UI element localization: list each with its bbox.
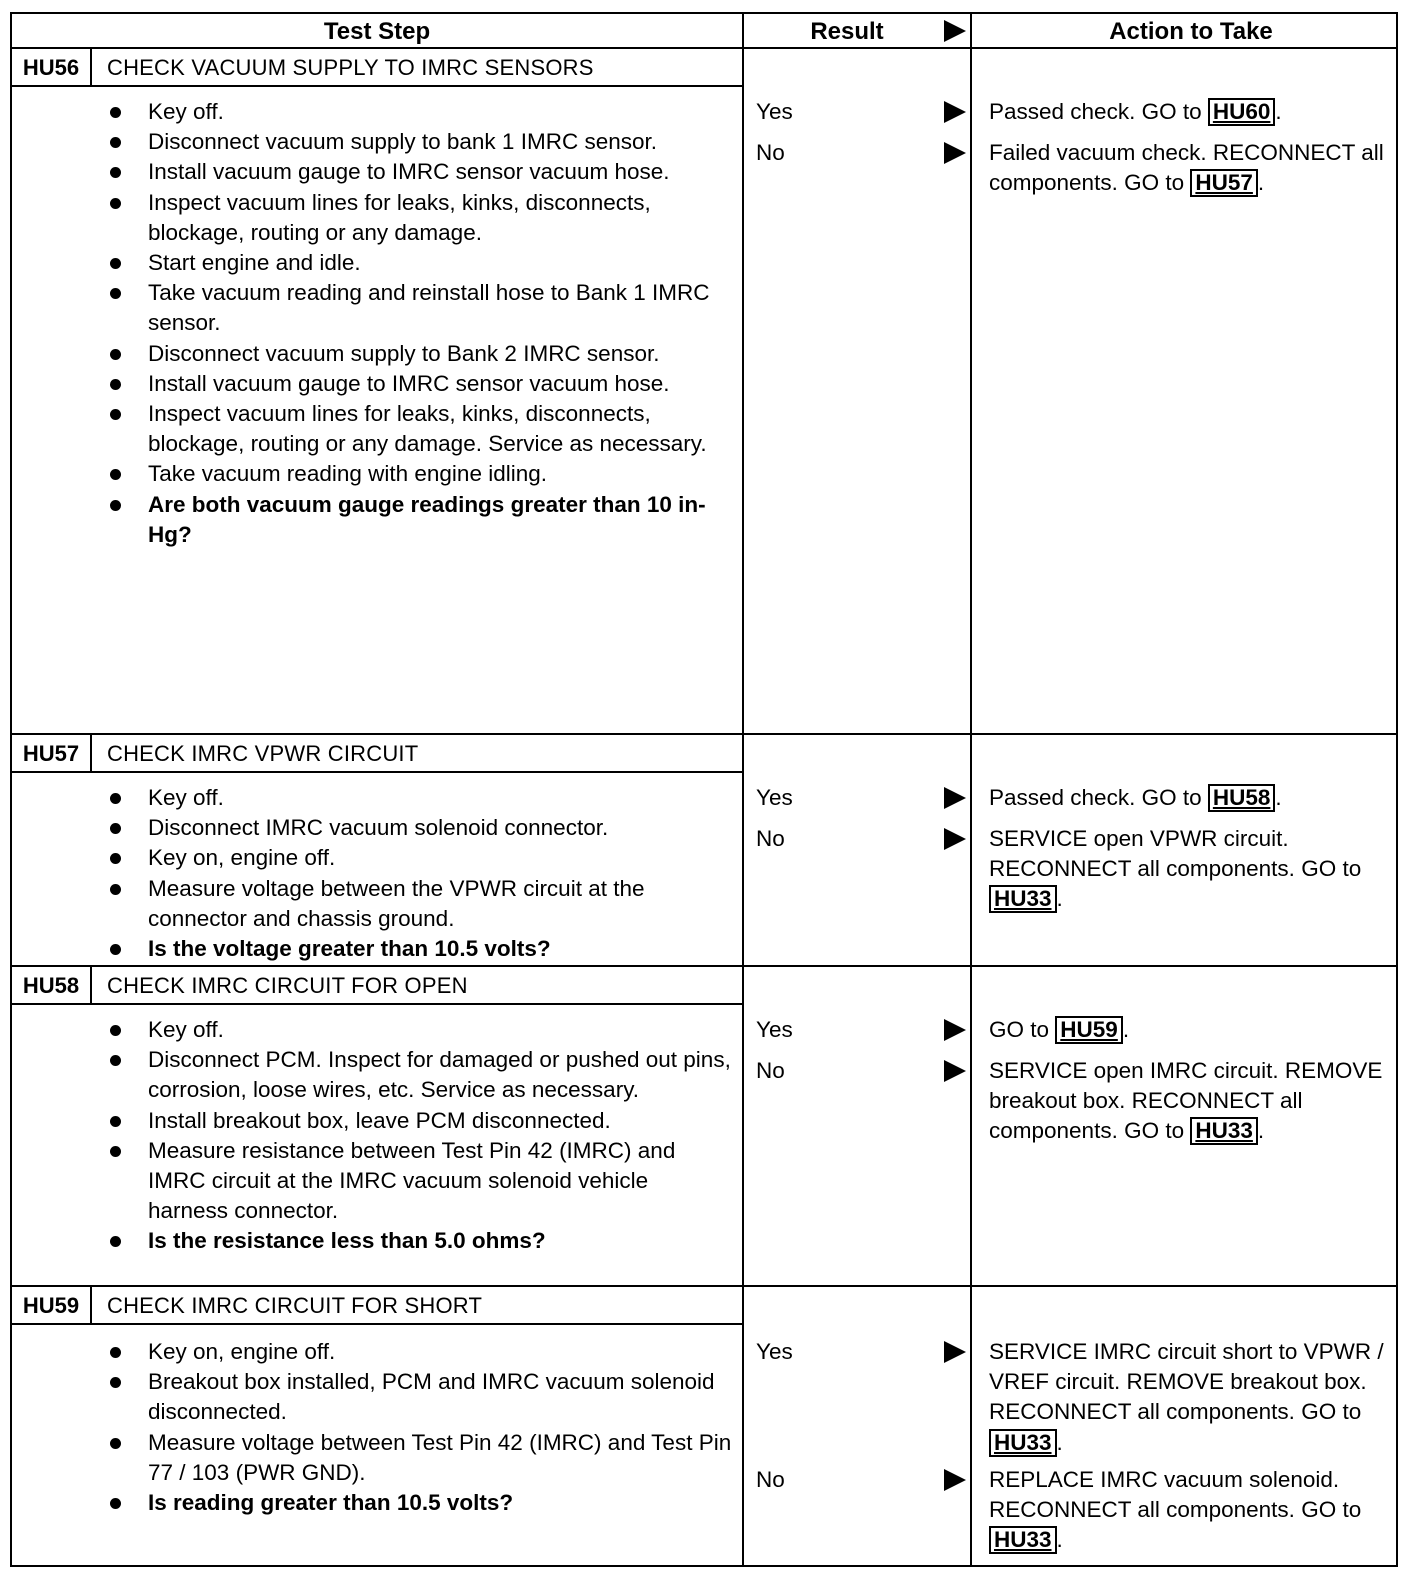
list-item: Inspect vacuum lines for leaks, kinks, disconnects, blockage, routing or any damage. [104, 188, 734, 248]
column-divider [742, 1287, 744, 1565]
action-text: SERVICE IMRC circuit short to VPWR / VREF circuit. REMOVE breakout box. RECONNECT all components. GO to [989, 1339, 1384, 1425]
action-text: Passed check. GO to [989, 99, 1202, 124]
column-divider [970, 1287, 972, 1565]
result-no-label: No [756, 1467, 785, 1492]
header-result: Result [810, 18, 884, 45]
list-item: Breakout box installed, PCM and IMRC vacuum solenoid disconnected. [104, 1367, 734, 1427]
step-reference-link[interactable]: HU33 [1190, 1117, 1258, 1145]
step-title-bar [12, 1287, 742, 1325]
action-text: Passed check. GO to [989, 785, 1202, 810]
step-question: Are both vacuum gauge readings greater than 10 in-Hg? [104, 490, 734, 550]
table-header [10, 12, 1398, 49]
list-item: Inspect vacuum lines for leaks, kinks, disconnects, blockage, routing or any damage. Service as necessary. [104, 399, 734, 459]
step-id: HU58 [12, 967, 92, 1003]
action-text-end: . [1056, 1429, 1063, 1455]
list-item: Key on, engine off. [104, 843, 734, 873]
action-text: SERVICE open IMRC circuit. REMOVE breakout box. RECONNECT all components. GO to [989, 1058, 1383, 1144]
action-yes [989, 1015, 1389, 1045]
list-item: Take vacuum reading with engine idling. [104, 459, 734, 489]
step-reference-link[interactable]: HU33 [989, 885, 1057, 913]
list-item: Disconnect vacuum supply to Bank 2 IMRC sensor. [104, 339, 734, 369]
step-block-hu57 [10, 735, 1398, 967]
header-action: Action to Take [1109, 18, 1273, 45]
action-text-end: . [1122, 1017, 1130, 1042]
step-question: Is the resistance less than 5.0 ohms? [104, 1226, 734, 1256]
column-divider [742, 735, 744, 965]
list-item: Start engine and idle. [104, 248, 734, 278]
action-no [989, 138, 1389, 198]
step-reference-link[interactable]: HU60 [1208, 98, 1276, 126]
result-yes-label: Yes [756, 1339, 793, 1364]
list-item: Key off. [104, 1015, 734, 1045]
action-text: SERVICE open VPWR circuit. RECONNECT all components. GO to [989, 826, 1362, 882]
header-test-step: Test Step [323, 18, 431, 45]
list-item: Install vacuum gauge to IMRC sensor vacuum hose. [104, 369, 734, 399]
list-item: Measure voltage between Test Pin 42 (IMRC) and Test Pin 77 / 103 (PWR GND). [104, 1428, 734, 1488]
action-text-end: . [1056, 1527, 1063, 1553]
step-title-bar [12, 735, 742, 773]
result-no-label: No [756, 1058, 785, 1083]
arrow-icon [944, 787, 966, 809]
step-reference-link[interactable]: HU33 [989, 1526, 1057, 1554]
step-title: CHECK IMRC CIRCUIT FOR OPEN [107, 973, 468, 998]
result-no-label: No [756, 140, 785, 165]
list-item: Key off. [104, 783, 734, 813]
column-divider [742, 967, 744, 1285]
arrow-icon [944, 828, 966, 850]
step-question: Is the voltage greater than 10.5 volts? [104, 934, 734, 964]
action-yes [989, 783, 1389, 813]
action-text: Failed vacuum check. RECONNECT all components. GO to [989, 140, 1384, 196]
step-reference-link[interactable]: HU58 [1208, 784, 1276, 812]
action-yes [989, 1337, 1389, 1458]
arrow-icon [944, 1341, 966, 1363]
step-reference-link[interactable]: HU33 [989, 1429, 1057, 1457]
list-item: Measure voltage between the VPWR circuit at the connector and chassis ground. [104, 874, 734, 934]
step-instructions [104, 1015, 734, 1257]
header-divider [742, 14, 744, 49]
arrow-icon [944, 142, 966, 164]
step-id: HU59 [12, 1287, 92, 1323]
step-block-hu59 [10, 1287, 1398, 1567]
step-block-hu56 [10, 49, 1398, 735]
action-yes [989, 97, 1389, 127]
result-yes-label: Yes [756, 99, 793, 124]
action-no [989, 1056, 1389, 1147]
step-title: CHECK IMRC VPWR CIRCUIT [107, 741, 419, 766]
action-no [989, 824, 1389, 915]
column-divider [970, 735, 972, 965]
list-item: Disconnect PCM. Inspect for damaged or pushed out pins, corrosion, loose wires, etc. Service as necessary. [104, 1045, 734, 1105]
result-yes-label: Yes [756, 1017, 793, 1042]
result-no-label: No [756, 826, 785, 851]
arrow-icon [944, 101, 966, 123]
arrow-icon [944, 1060, 966, 1082]
list-item: Disconnect vacuum supply to bank 1 IMRC sensor. [104, 127, 734, 157]
list-item: Key off. [104, 97, 734, 127]
action-no [989, 1465, 1389, 1556]
action-text-end: . [1257, 1118, 1265, 1144]
action-text: REPLACE IMRC vacuum solenoid. RECONNECT all components. GO to [989, 1467, 1362, 1523]
list-item: Take vacuum reading and reinstall hose to Bank 1 IMRC sensor. [104, 278, 734, 338]
arrow-icon [944, 1469, 966, 1491]
action-text: GO to [989, 1017, 1050, 1042]
action-text-end: . [1275, 785, 1282, 810]
list-item: Install vacuum gauge to IMRC sensor vacuum hose. [104, 157, 734, 187]
list-item: Install breakout box, leave PCM disconnected. [104, 1106, 734, 1136]
action-text-end: . [1056, 886, 1063, 912]
step-title-bar [12, 49, 742, 87]
action-text-end: . [1275, 99, 1282, 124]
step-instructions [104, 97, 734, 550]
step-id: HU57 [12, 735, 92, 771]
step-title-bar [12, 967, 742, 1005]
step-reference-link[interactable]: HU57 [1190, 169, 1258, 197]
action-text-end: . [1257, 170, 1265, 196]
header-arrow-icon [944, 20, 966, 42]
step-title: CHECK VACUUM SUPPLY TO IMRC SENSORS [107, 55, 594, 80]
header-divider [970, 14, 972, 49]
step-instructions [104, 783, 734, 964]
column-divider [742, 49, 744, 733]
list-item: Key on, engine off. [104, 1337, 734, 1367]
step-id: HU56 [12, 49, 92, 85]
list-item: Disconnect IMRC vacuum solenoid connector. [104, 813, 734, 843]
list-item: Measure resistance between Test Pin 42 (IMRC) and IMRC circuit at the IMRC vacuum solenoid vehicle harness connector. [104, 1136, 734, 1227]
step-question: Is reading greater than 10.5 volts? [104, 1488, 734, 1518]
step-reference-link[interactable]: HU59 [1055, 1016, 1123, 1044]
step-title: CHECK IMRC CIRCUIT FOR SHORT [107, 1293, 483, 1318]
column-divider [970, 49, 972, 733]
step-block-hu58 [10, 967, 1398, 1287]
result-yes-label: Yes [756, 785, 793, 810]
arrow-icon [944, 1019, 966, 1041]
step-instructions [104, 1337, 734, 1518]
column-divider [970, 967, 972, 1285]
